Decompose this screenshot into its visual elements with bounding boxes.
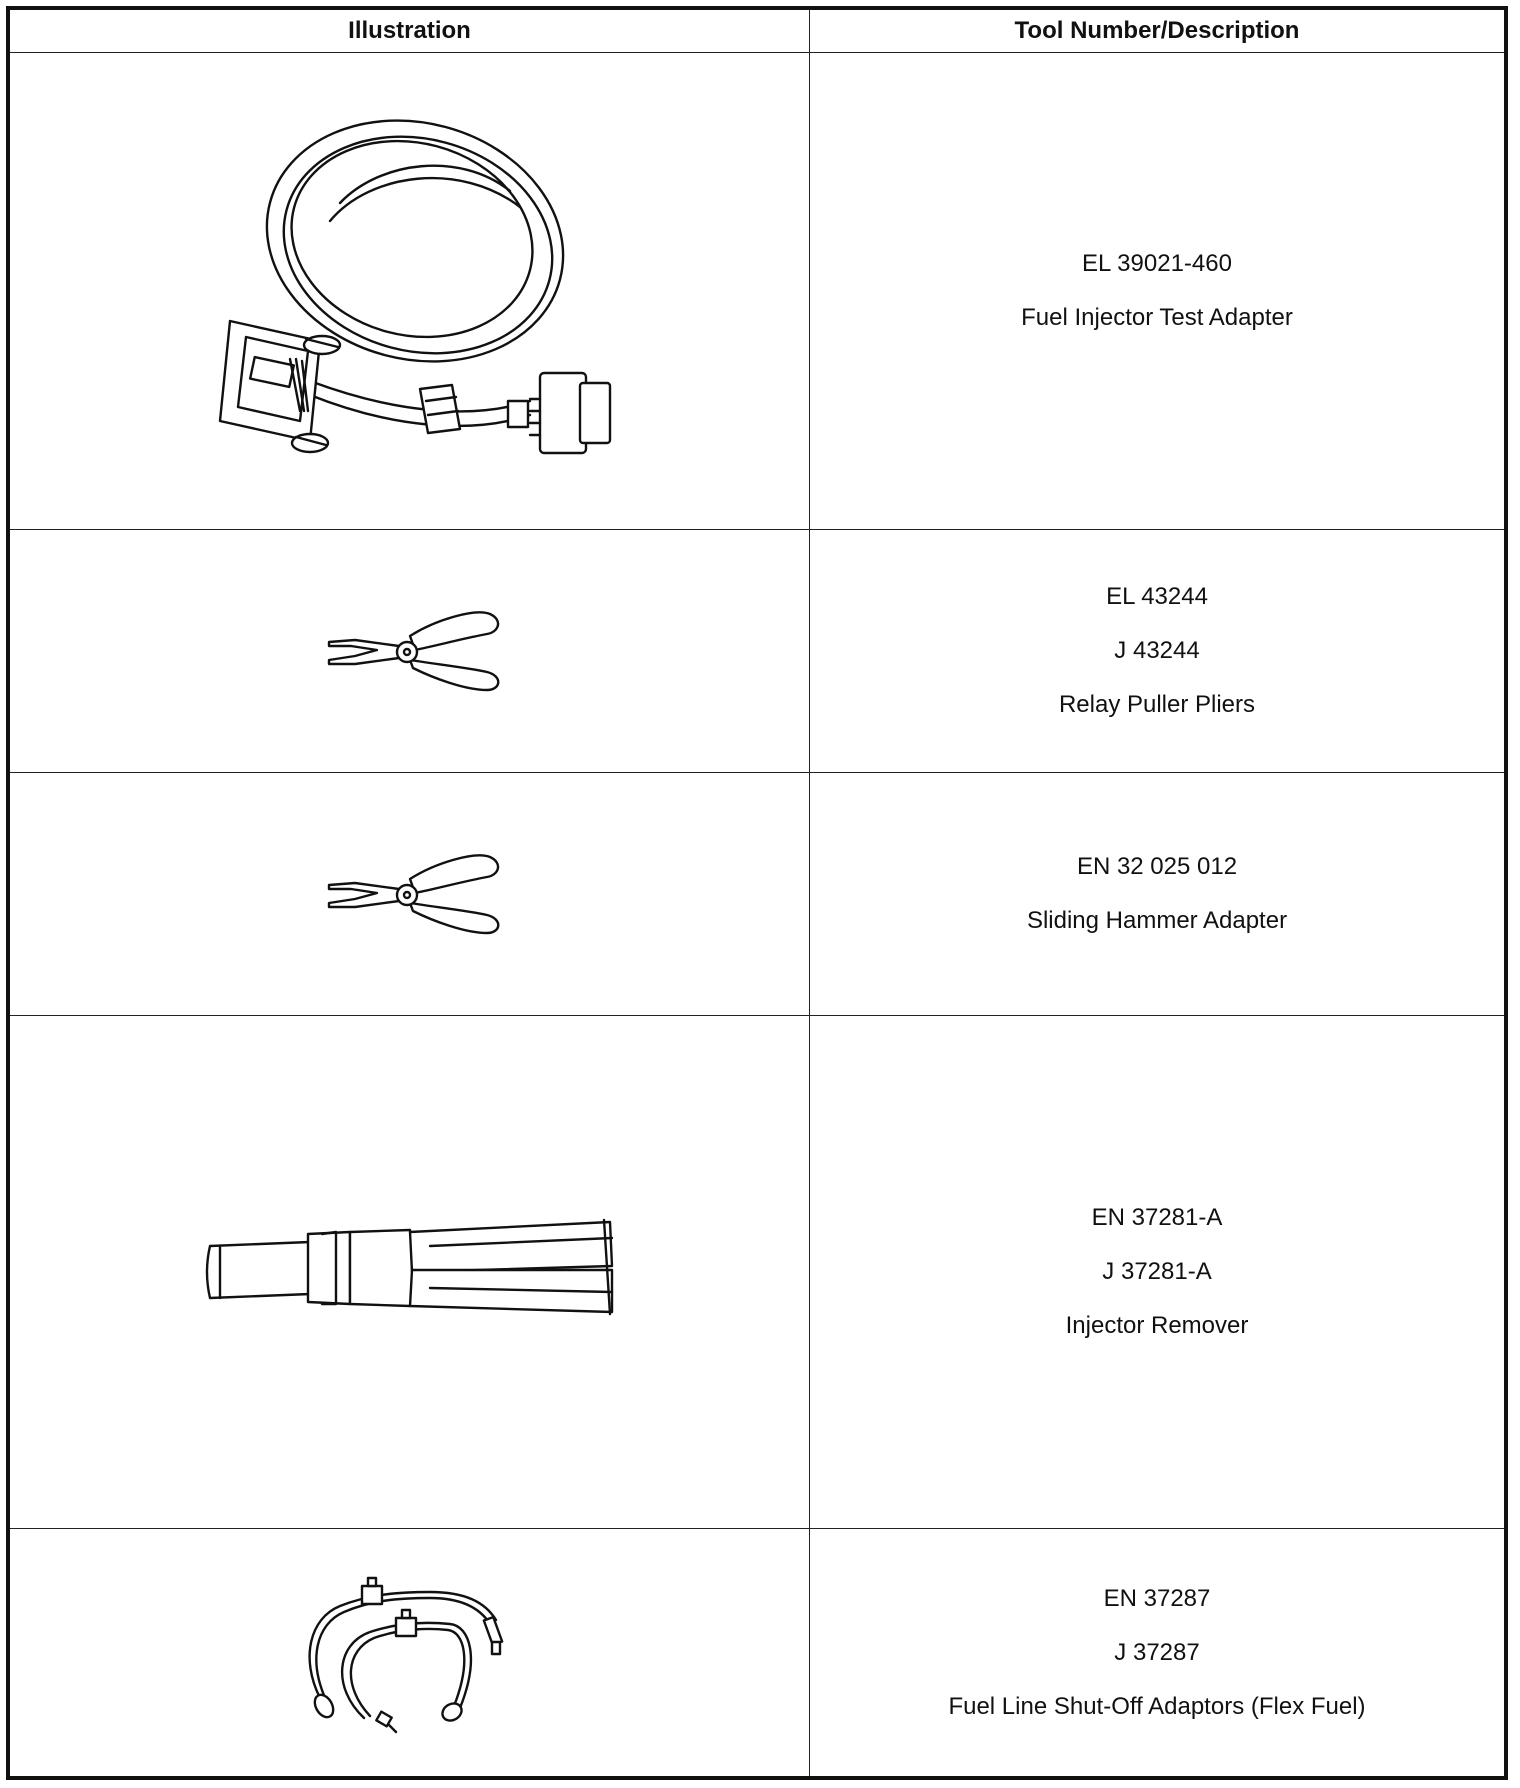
tool-number: EL 43244 xyxy=(1106,583,1208,610)
illustration-cell xyxy=(10,1016,810,1528)
tool-description: Fuel Injector Test Adapter xyxy=(1021,304,1293,331)
tool-number-alt: J 37281-A xyxy=(1102,1258,1212,1285)
table-row xyxy=(10,53,1504,530)
table-header-row xyxy=(10,10,1504,53)
illustration-cell xyxy=(10,1529,810,1776)
illustration-cell xyxy=(10,530,810,772)
relay-puller-pliers-icon xyxy=(315,606,505,696)
table-row xyxy=(10,530,1504,773)
description-cell xyxy=(810,1016,1504,1528)
tool-number-alt: J 37287 xyxy=(1114,1638,1200,1666)
tool-description: Fuel Line Shut-Off Adaptors (Flex Fuel) xyxy=(948,1692,1366,1720)
tool-description: Relay Puller Pliers xyxy=(1058,691,1256,718)
description-cell xyxy=(810,1529,1504,1776)
injector-remover-icon xyxy=(200,1212,620,1332)
table-row xyxy=(10,1529,1504,1776)
tools-table xyxy=(6,6,1508,1780)
header-tool-description: Tool Number/Description xyxy=(1014,17,1300,44)
tool-number: EN 37281-A xyxy=(1091,1204,1223,1231)
tool-number: EL 39021-460 xyxy=(1082,250,1232,277)
test-adapter-cable-icon xyxy=(190,111,630,471)
description-cell xyxy=(810,53,1504,529)
tool-description: Injector Remover xyxy=(1065,1312,1249,1339)
header-illustration: Illustration xyxy=(10,10,810,52)
illustration-cell xyxy=(10,53,810,529)
table-row xyxy=(10,1016,1504,1529)
fuel-line-adaptors-icon xyxy=(300,1568,520,1738)
description-cell xyxy=(810,530,1504,772)
tool-description: Sliding Hammer Adapter xyxy=(1026,907,1288,934)
illustration-cell xyxy=(10,773,810,1015)
table-row xyxy=(10,773,1504,1016)
tool-number: EN 37287 xyxy=(1103,1584,1211,1612)
tool-number: EN 32 025 012 xyxy=(1076,853,1238,880)
sliding-hammer-adapter-icon xyxy=(315,849,505,939)
tool-number-alt: J 43244 xyxy=(1114,637,1200,664)
description-cell xyxy=(810,773,1504,1015)
